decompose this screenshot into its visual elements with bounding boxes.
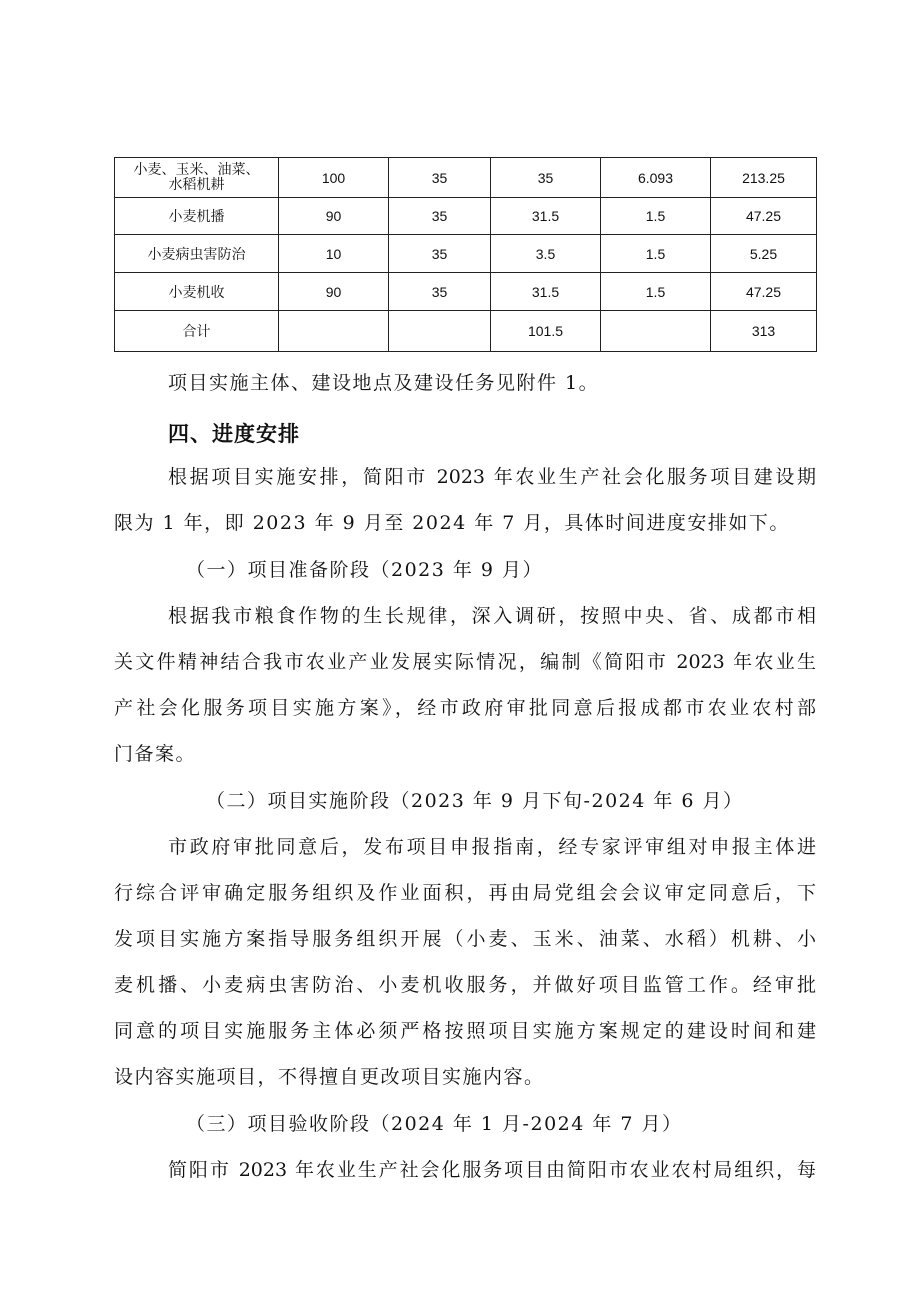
table-cell: 35	[389, 198, 491, 235]
subheading-2: （二）项目实施阶段（2023 年 9 月下旬-2024 年 6 月）	[206, 790, 744, 812]
table-cell: 213.25	[711, 158, 817, 198]
table-cell	[389, 311, 491, 352]
para3-line6: 设内容实施项目，不得擅自更改项目实施内容。	[114, 1066, 545, 1088]
table-cell: 35	[389, 158, 491, 198]
row-label-line: 合计	[182, 324, 211, 340]
row-label	[115, 235, 279, 273]
para3-line5: 同意的项目实施服务主体必须严格按照项目实施方案规定的建设时间和建	[114, 1020, 816, 1042]
table-cell: 90	[279, 198, 389, 235]
table-cell: 35	[389, 273, 491, 311]
row-label	[115, 273, 279, 311]
section-heading-4: 四、进度安排	[168, 422, 300, 446]
table-row	[115, 235, 817, 273]
row-label-line: 水稻机耕	[168, 176, 225, 193]
table-row	[115, 158, 817, 198]
para3-line1: 市政府审批同意后，发布项目申报指南，经专家评审组对申报主体进	[168, 836, 816, 858]
table-cell: 35	[491, 158, 601, 198]
row-label	[115, 198, 279, 235]
para2-line2: 关文件精神结合我市农业产业发展实际情况，编制《简阳市 2023 年农业生	[114, 651, 816, 673]
row-label-line: 小麦机收	[168, 284, 225, 301]
row-label	[115, 158, 279, 198]
attachment-note: 项目实施主体、建设地点及建设任务见附件 1。	[168, 372, 600, 394]
table-cell: 1.5	[601, 273, 711, 311]
para3-line4: 麦机播、小麦病虫害防治、小麦机收服务，并做好项目监管工作。经审批	[114, 974, 816, 996]
para3-line3: 发项目实施方案指导服务组织开展（小麦、玉米、油菜、水稻）机耕、小	[114, 928, 816, 950]
subheading-3: （三）项目验收阶段（2024 年 1 月-2024 年 7 月）	[186, 1113, 683, 1135]
table-cell: 31.5	[491, 198, 601, 235]
table-cell: 90	[279, 273, 389, 311]
table-cell	[601, 311, 711, 352]
table-cell: 31.5	[491, 273, 601, 311]
para2-line4: 门备案。	[114, 743, 197, 765]
table-row	[115, 273, 817, 311]
table-cell: 47.25	[711, 198, 817, 235]
para1-line1: 根据项目实施安排，简阳市 2023 年农业生产社会化服务项目建设期	[168, 466, 816, 488]
para2-line1: 根据我市粮食作物的生长规律，深入调研，按照中央、省、成都市相	[168, 605, 816, 627]
para2-line3: 产社会化服务项目实施方案》，经市政府审批同意后报成都市农业农村部	[114, 697, 816, 719]
cost-table	[114, 157, 817, 352]
para4-line1: 简阳市 2023 年农业生产社会化服务项目由简阳市农业农村局组织，每	[168, 1159, 816, 1181]
para3-line2: 行综合评审确定服务组织及作业面积，再由局党组会会议审定同意后，下	[114, 882, 816, 904]
table-cell: 47.25	[711, 273, 817, 311]
row-label-line: 小麦、玉米、油菜、	[133, 161, 260, 178]
table-cell: 1.5	[601, 198, 711, 235]
table-cell: 10	[279, 235, 389, 273]
row-label-line: 小麦病虫害防治	[147, 246, 246, 263]
table-cell: 35	[389, 235, 491, 273]
row-label	[115, 311, 279, 352]
table-cell: 6.093	[601, 158, 711, 198]
row-label-line: 小麦机播	[168, 209, 225, 225]
table-row	[115, 198, 817, 235]
table-cell: 1.5	[601, 235, 711, 273]
table-cell	[279, 311, 389, 352]
subheading-1: （一）项目准备阶段（2023 年 9 月）	[186, 559, 544, 581]
table-cell: 100	[279, 158, 389, 198]
table-row	[115, 311, 817, 352]
table-cell: 3.5	[491, 235, 601, 273]
table-cell: 5.25	[711, 235, 817, 273]
para1-line2: 限为 1 年，即 2023 年 9 月至 2024 年 7 月，具体时间进度安排如下。	[114, 512, 790, 534]
table-cell: 101.5	[491, 311, 601, 352]
table-cell: 313	[711, 311, 817, 352]
